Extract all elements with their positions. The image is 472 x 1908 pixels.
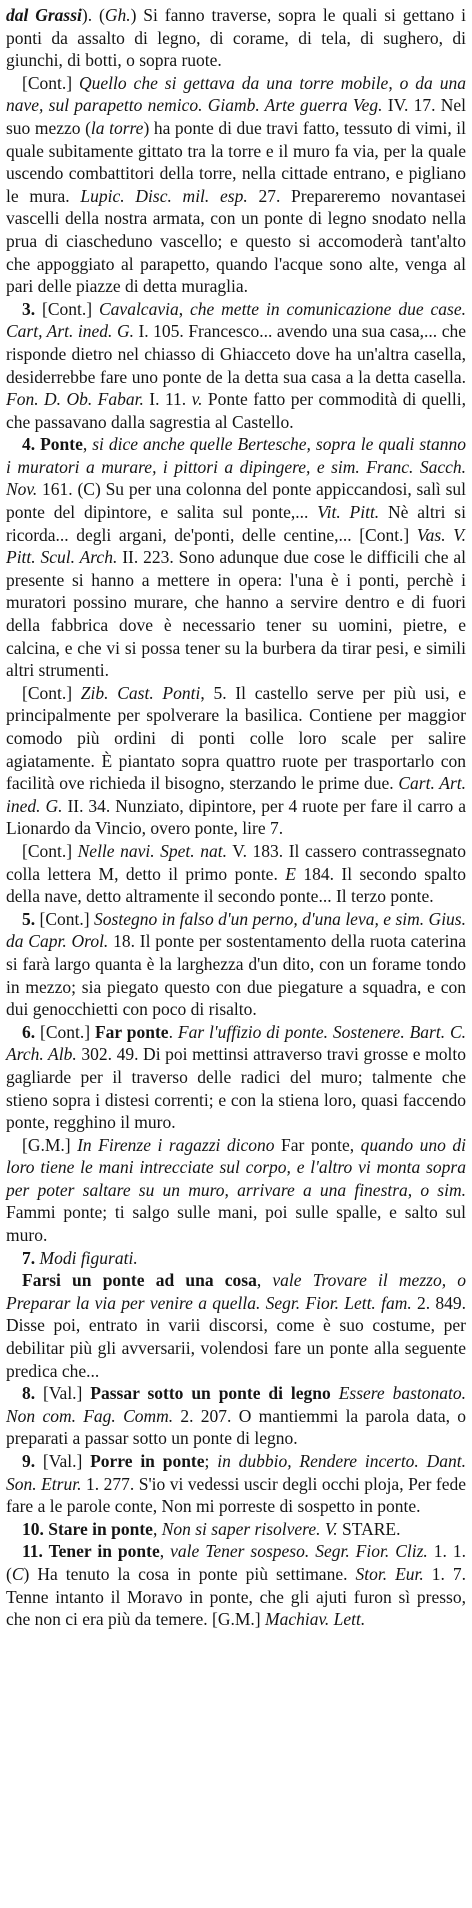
body-text: [Cont.]	[35, 1021, 95, 1042]
headword-text: 7.	[22, 1247, 36, 1268]
headword-text: Porre in ponte	[90, 1451, 205, 1471]
body-text: 2. 207. O mantiemmi la parola data, o preparati a passar sotto un ponte di legno.	[6, 1405, 466, 1449]
entry-paragraph	[6, 908, 466, 1021]
body-text: 1. 277. S'io vi vedessi uscir degli occhi ploja, Per fede fare a le parole conte, Non mi porreste di sospetto in ponte.	[6, 1473, 467, 1517]
entry-paragraph	[6, 682, 466, 840]
body-text: V. 183. Il cassero contrassegnato colla lettera M, detto il primo ponte.	[6, 840, 466, 884]
italic-text: Zib. Cast. Ponti	[80, 682, 201, 703]
entry-paragraph	[6, 1382, 466, 1450]
italic-text: Gh.	[104, 5, 131, 25]
headword-text: 8.	[22, 1383, 36, 1404]
body-text: ,	[256, 1270, 273, 1291]
entry-paragraph	[6, 840, 466, 908]
body-text: ,	[152, 1518, 162, 1539]
italic-text: si dice anche quelle Bertesche, sopra le quali stanno i muratori a murare, i pittori a dipingere, e sim. Franc. Sacch. Nov.	[6, 434, 466, 500]
headword-text: 10. Stare in ponte	[22, 1518, 153, 1539]
body-text: II. 223. Sono adunque due cose le difficili che al presente si hanno a mettere in opera: l'una è i ponti, perchè i muratori possino murare, che hanno a servire dentro e di fuori della fabbrica dove è necessario tener su uomini, pietre, e calcina, e che vi si possa tener su la burbera da tirar pesi, e simili altri strumenti.	[6, 547, 466, 681]
body-text: 27. Prepareremo novantasei vascelli della nostra armata, con un ponte di legno snodato nella prua di ciascheduno vascello; e questo si accomoderà tant'alto che appoggiato al parapetto, quando l'acque sono alte, venga al pari delle piazze di detta muraglia.	[6, 185, 467, 297]
body-text: , 5. Il castello serve per più usi, e principalmente per spolverare la basilica. Contiene per maggior comodo più ordini di ponti colle loro scale per salire agiatamente. È piantato sopra quattro ruote per trasportarlo con facilità ove richieda il bisogno, sterzando le prime due.	[6, 682, 466, 794]
italic-text: quando uno di loro tiene le mani intrecciate sul corpo, e l'altro vi monta sopra per poter saltare su un muro, arrivare a una finestra, o sim.	[6, 1134, 466, 1200]
body-text: 2. 849. Disse poi, entrato in varii discorsi, come è suo costume, per debilitar più gli avversarii, volendosi fare un ponte alla seguente predica che...	[6, 1292, 466, 1381]
italic-text: v.	[191, 389, 203, 410]
entry-paragraph	[6, 298, 466, 434]
headword-text: 5.	[22, 908, 36, 929]
body-text: ,	[178, 298, 190, 319]
italic-text: C	[11, 1563, 24, 1584]
headword-text: 6.	[22, 1021, 36, 1042]
body-text: [Cont.]	[22, 840, 78, 861]
body-text: [G.M.]	[22, 1134, 78, 1155]
body-text: ) Ha tenuto la cosa in ponte più settimane.	[23, 1563, 356, 1584]
body-text: I. 105. Francesco... avendo una sua casa,... che risponde dietro nel chiasso di Ghiacceto dove ha un'altra casella, desiderrebbe fare uno ponte de la detta sua casa a la detta casella.	[6, 321, 466, 387]
body-text: Nè altri si ricorda... degli argani, de'ponti, delle centine,... [Cont.]	[6, 502, 466, 545]
body-text: [Val.]	[35, 1383, 91, 1404]
headword-text: Far ponte	[94, 1021, 169, 1042]
headword-text: 3.	[22, 298, 36, 319]
italic-text: Vit. Pitt.	[317, 502, 380, 523]
body-text: .	[168, 1021, 178, 1042]
italic-text: che mette in comunicazione due case. Cart, Art. ined. G.	[6, 298, 466, 342]
body-text: ,	[82, 434, 93, 455]
italic-text: Sostegno in falso d'un perno, d'una leva, e sim. Gius. da Capr. Orol.	[6, 908, 466, 952]
italic-text: Nelle navi. Spet. nat.	[77, 840, 227, 861]
body-text: [Cont.]	[22, 682, 81, 703]
italic-text: Lupic. Disc. mil. esp.	[80, 185, 248, 206]
italic-text: E	[285, 863, 296, 884]
body-text: ). (	[81, 5, 105, 25]
italic-text: Stor. Eur.	[355, 1563, 424, 1584]
italic-text: Modi figurati.	[39, 1247, 138, 1268]
entry-paragraph	[6, 1450, 466, 1518]
headword-text: dal Grassi	[6, 5, 82, 25]
body-text: 18. Il ponte per sostentamento della ruota caterina si farà largo quanta è la larghezza d'un dito, con un forame tondo in mezzo; sia piegato questo con due piegature a squadra, e con dui genocchietti con poco di risalto.	[6, 931, 466, 1020]
body-text: 302. 49. Di poi mettinsi attraverso travi grosse e molto gagliarde per il traverso delle radici del muro; talmente che stieno sopra i distesi correnti; e con la stiena loro, quasi faccendo ponte, regghino il muro.	[6, 1044, 466, 1133]
italic-text: Cart. Art. ined. G.	[6, 773, 466, 816]
italic-text: Cavalcavia	[99, 298, 179, 319]
body-text: 1. 7. Tenne intanto il Moravo in ponte, che gli ajuti furon sì presso, che non ci era più da temere. [G.M.]	[6, 1563, 467, 1630]
headword-text: Passar sotto un ponte di legno	[90, 1383, 331, 1404]
italic-text: Far l'uffizio di ponte. Sostenere. Bart. C. Arch. Alb.	[6, 1021, 467, 1065]
italic-text: Essere bastonato. Non com. Fag. Comm.	[6, 1383, 467, 1426]
italic-text: la torre	[90, 117, 144, 138]
body-text: I. 11.	[143, 389, 192, 410]
body-text: IV. 17. Nel suo mezzo (	[6, 95, 466, 138]
body-text: STARE.	[337, 1518, 401, 1539]
entry-paragraph	[6, 72, 466, 298]
italic-text: Quello che si gettava da una torre mobile, o da una nave, sul parapetto nemico. Giamb. Arte guerra Veg.	[6, 72, 466, 116]
italic-text: Fon. D. Ob. Fabar.	[6, 389, 144, 410]
body-text: Ponte fatto per commodità di quelli, che passavano dalla sagrestia al Castello.	[6, 389, 466, 432]
entry-paragraph	[6, 1134, 466, 1247]
body-text: [Val.]	[35, 1451, 91, 1471]
body-text: 1. 1. (	[6, 1541, 466, 1584]
entry-paragraph	[6, 433, 466, 682]
entry-paragraph	[6, 1247, 466, 1270]
headword-text: 9.	[22, 1451, 36, 1471]
italic-text: Non si saper risolvere. V.	[161, 1518, 338, 1539]
italic-text: in dubbio, Rendere incerto. Dant. Son. Etrur.	[6, 1451, 466, 1494]
body-text	[331, 1383, 339, 1403]
italic-text: Machiav. Lett.	[265, 1609, 366, 1630]
body-text: 161. (C) Su per una colonna del ponte appiccandosi, salì sul ponte del dipintore, e salita sul ponte,...	[6, 479, 466, 523]
headword-text: 4. Ponte	[22, 434, 83, 455]
italic-text: In Firenze i ragazzi dicono	[77, 1134, 275, 1155]
body-text: [Cont.]	[22, 72, 79, 93]
italic-text: Vas. V. Pitt. Scul. Arch.	[6, 524, 466, 568]
body-text: Far ponte,	[274, 1134, 361, 1155]
body-text: ) Si fanno traverse, sopra le quali si gettano i ponti da assalto di legno, di corame, di tela, di sughero, di giunchi, di botti, o sopra ruote.	[6, 5, 467, 71]
headword-text: 11. Tener in ponte	[22, 1541, 160, 1562]
entry-paragraph	[6, 1518, 466, 1541]
body-text: 184. Il secondo spalto della nave, detto altramente il secondo ponte... Il terzo ponte.	[6, 863, 466, 907]
entry-paragraph	[6, 1021, 466, 1134]
body-text: [Cont.]	[35, 298, 99, 319]
italic-text: vale Tener sospeso. Segr. Fior. Cliz.	[170, 1541, 428, 1562]
body-text: ;	[204, 1451, 218, 1471]
italic-text: vale Trovare il mezzo, o Preparar la via per venire a quella. Segr. Fior. Lett. fam.	[6, 1270, 466, 1313]
body-text: ,	[159, 1541, 171, 1562]
body-text: Fammi ponte; ti salgo sulle mani, poi sulle spalle, e salto sul muro.	[6, 1202, 466, 1246]
entry-paragraph	[6, 1540, 466, 1630]
body-text: ) ha ponte di due travi fatto, tessuto di vimi, il quale subitamente gittato tra la torre e il muro fa via, per la quale uscendo combattitori della torre, nella cittade entrano, e pigliano le mura.	[6, 117, 466, 206]
entry-paragraph	[6, 1269, 466, 1382]
headword-text: Farsi un ponte ad una cosa	[22, 1270, 257, 1291]
body-text: II. 34. Nunziato, dipintore, per 4 ruote per fare il carro a Lionardo da Vincio, overo ponte, lire 7.	[6, 795, 466, 839]
body-text: [Cont.]	[35, 908, 95, 929]
entry-paragraph	[6, 4, 466, 72]
